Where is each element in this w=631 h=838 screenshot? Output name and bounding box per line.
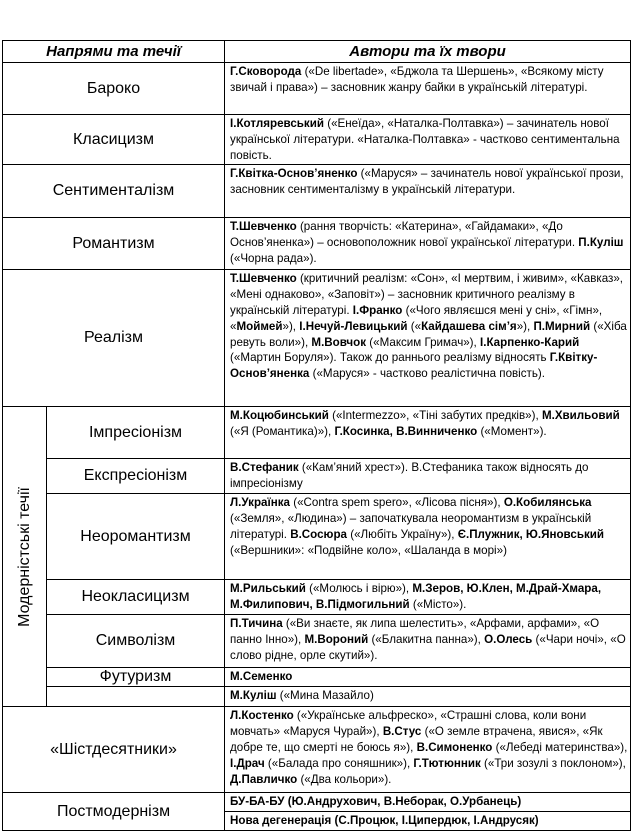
authors-cell [225,165,631,218]
header-authors: Автори та їх твори [225,41,631,63]
table-row [3,218,631,270]
author-name: Г.Косинка, В.Винниченко [334,425,478,439]
table-row [3,668,631,687]
works-text: (рання творчість: «Катерина», «Гайдамаки», «До Основ’яненка») – основоположник нової української літератури. [230,220,579,250]
author-name: П.Куліш [578,236,624,250]
authors-cell [225,687,631,707]
works-text: («Хіба ревуть воли»), [230,319,627,349]
author-name: І.Франко [352,303,403,317]
works-text: («О земле втрачена, явися», «Як добре те, що смерті не боюсь я»), [230,725,603,754]
authors-cell [225,615,631,668]
works-text: («Чари ночі», «О слово рідне, орле скутий»). [230,633,626,662]
works-text: »), [282,319,300,333]
author-name: М.Рильський [230,582,306,596]
works-text: («Чого являєшся мені у сні», «Гімн», « [230,303,603,333]
works-text: («Маруся» - частково реалістична повість). [309,367,545,381]
direction-cell: «Шістдесятники» [3,707,225,793]
author-name: Г.Тютюнник [413,756,481,770]
author-name: О.Олесь [484,633,533,647]
direction-cell: Романтизм [3,218,225,270]
works-text: («Любіть Україну»), [346,527,458,541]
direction-cell: Неоромантизм [47,494,225,580]
author-name: Т.Шевченко [230,272,297,286]
works-text: («Момент»). [477,425,547,439]
authors-cell [225,793,631,812]
author-name: М.Куліш [230,689,277,703]
author-name: П.Тичина [230,617,283,631]
author-name: М.Семенко [230,670,293,684]
direction-cell: Класицизм [3,115,225,165]
works-text: («Ви знаєте, як липа шелестить», «Арфами, арфами», «О панно Інно»), [230,617,600,647]
authors-cell [225,812,631,831]
works-text: («Мартин Боруля»). Також до раннього реалізму відносять [230,351,550,365]
works-text: (« [407,319,422,333]
author-name: Д.Павличко [230,772,298,786]
works-text: («Енеїда», «Наталка-Полтавка») – зачинатель нової української літератури. «Наталка-Полтавка» - частково сентиментальна повість. [230,117,620,162]
author-name: Моймей [236,319,283,333]
author-name: М.Вовчок [311,335,367,349]
authors-cell [225,270,631,407]
direction-cell: Експресіонізм [47,459,225,494]
author-name: В.Симоненко [416,740,493,754]
works-text: («Блакитна панна»), [368,633,485,647]
works-text: («Місто»). [409,598,467,612]
table-row [3,63,631,115]
works-text: («Вершники»: «Подвійне коло», «Шаланда в морі») [230,543,507,557]
author-name: Нова дегенерація (С.Процюк, І.Ципердюк, І.Андрусяк) [230,814,539,828]
direction-cell: Символізм [47,615,225,668]
literature-directions-table [2,40,631,831]
header-directions: Напрями та течії [3,41,225,63]
direction-cell: Футуризм [47,668,225,687]
works-text: («Українське альфреско», «Страшні слова, коли вони мовчать» «Маруся Чурай»), [230,709,587,739]
author-name: Кайдашева сім’я [421,319,517,333]
table-row [3,270,631,407]
author-name: І.Карпенко-Карий [480,335,580,349]
works-text: («Молюсь і вірю»), [305,582,413,596]
works-text: («Земля», «Людина») – започаткувала неоромантизм в українській літературі. [230,512,592,541]
author-name: Г.Квітка-Основ’яненко [230,167,358,181]
author-name: Г.Сковорода [230,65,302,78]
authors-cell [225,218,631,270]
direction-cell [47,687,225,707]
author-name: Л.Українка [230,496,290,510]
direction-cell: Реалізм [3,270,225,407]
table-header-row [3,41,631,63]
table-row [3,687,631,707]
direction-cell: Бароко [3,63,225,115]
author-name: БУ-БА-БУ (Ю.Андрухович, В.Неборак, О.Урбанець) [230,795,522,809]
author-name: В.Стус [382,725,422,739]
author-name: І.Нечуй-Левицький [299,319,408,333]
works-text: («Три зозулі з поклоном»), [480,756,626,770]
direction-cell: Імпресіонізм [47,407,225,459]
author-name: П.Мирний [533,319,591,333]
table-row [3,707,631,793]
table-row [3,615,631,668]
author-name: Є.Плужник, Ю.Яновський [457,527,604,541]
author-name: О.Кобилянська [503,496,592,510]
works-text: («Кам’яний хрест»). В.Стефаника також відносять до імпресіонізму [230,461,589,491]
table-row [3,793,631,812]
author-name: В.Стефаник [230,461,299,475]
author-name: Т.Шевченко [230,220,297,234]
works-text: («Маруся» – зачинатель нової української прози, засновник сентименталізму в українській літератури. [230,167,624,197]
author-name: В.Сосюра [290,527,347,541]
works-text: («Чорна рада»). [230,251,317,265]
table-row [3,407,631,459]
author-name: М.Вороний [304,633,369,647]
modernist-group-label: Модерністські течії [15,486,33,627]
authors-cell [225,407,631,459]
authors-cell [225,459,631,494]
author-name: Л.Костенко [230,709,294,723]
table-row [3,580,631,615]
works-text: («De libertade», «Бджола та Шершень», «Всякому місту звичай і права») – засновник жанру байки в українській літературі. [230,65,604,94]
authors-cell [225,115,631,165]
author-name: І.Драч [230,756,265,770]
works-text: («Балада про соняшник»), [264,756,414,770]
authors-cell [225,494,631,580]
authors-cell [225,707,631,793]
table-row [3,494,631,580]
direction-cell: Неокласицизм [47,580,225,615]
authors-cell [225,668,631,687]
authors-cell [225,63,631,115]
direction-cell: Постмодернізм [3,793,225,831]
author-name: М.Коцюбинський [230,409,329,423]
author-name: Г.Квітку-Основ’яненка [230,351,598,381]
author-name: І.Котляревський [230,117,324,130]
table-row [3,165,631,218]
table-row [3,115,631,165]
works-text: («Два кольори»). [297,772,392,786]
works-text: (критичний реалізм: «Сон», «І мертвим, і живим», «Кавказ», «Мені однаково», «Заповіт») – засновник критичного реалізму в українській літературі. [230,272,623,317]
author-name: М.Хвильовий [541,409,620,423]
works-text: («Contra spem spero», «Лісова пісня»), [290,496,504,510]
works-text: («Максим Гримач»), [366,335,480,349]
works-text: («Мина Мазайло) [276,689,374,703]
modernist-group-cell [3,407,47,707]
table-row [3,459,631,494]
works-text: («Я (Романтика)»), [230,425,335,439]
works-text: («Intermezzo», «Тіні забутих предків»), [328,409,542,423]
works-text: («Лебеді материнства»), [492,740,628,754]
works-text: »), [516,319,534,333]
direction-cell: Сентименталізм [3,165,225,218]
author-name: М.Зеров, Ю.Клен, М.Драй-Хмара, М.Филипович, В.Підмогильний [230,582,602,612]
authors-cell [225,580,631,615]
